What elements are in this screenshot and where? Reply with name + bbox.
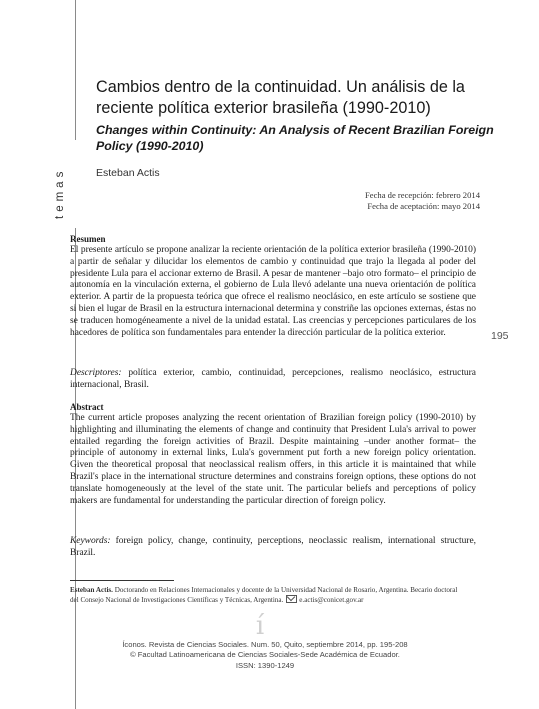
descriptores <box>70 368 476 392</box>
section-label: temas <box>54 167 66 219</box>
resumen-text: El presente artículo se propone analizar la reciente orientación de la política exterior brasileña (1990-2010) a partir de señalar y dilucidar los elementos de cambio y continuidad que trajo la llegada al poder del presidente Lula para el accionar externo de Brasil. A pesar de mantener –bajo otro formato– el principio de autonomía en la vinculación externa, el gobierno de Lula llevó adelante una nueva orientación de política exterior. A partir de la propuesta teórica que ofrece el realismo neoclásico, en este artículo se sostiene que si bien el lugar de Brasil en la estructura internacional determina y constriñe las opciones externas, éstas no se traducen homogéneamente a nivel de la unidad estatal. Las creencias y percepciones particulares de los hacedores de política son fundamentales para entender la dirección particular de la política exterior. <box>70 245 476 338</box>
keywords-label: Keywords: <box>70 536 111 546</box>
journal-info <box>120 640 410 671</box>
abstract-text: The current article proposes analyzing the recent orientation of Brazilian foreign policy (1990-2010) by highlighting and illuminating the elements of change and continuity that President Lula's arrival to power entailed regarding the foreign activities of Brazil. Despite maintaining –under another format– the principle of autonomy in external links, Lula's government put forth a new foreign policy orientation. Given the theoretical proposal that neoclassical realism offers, in this article it is maintained that while Brazil's place in the international structure determines and constrains foreign options, these options do not translate homogeneously at the level of the state unit. The particular beliefs and perceptions of policy makers are fundamental for understanding the particular direction of foreign policy. <box>70 413 476 506</box>
submission-dates <box>270 190 480 212</box>
footnote-rule <box>70 580 174 581</box>
resumen-heading: Resumen <box>70 234 106 244</box>
descriptores-text: política exterior, cambio, continuidad, percepciones, realismo neoclásico, estructura internacional, Brasil. <box>70 368 476 390</box>
abstract-heading: Abstract <box>70 402 104 412</box>
keywords <box>70 536 476 560</box>
author-name: Esteban Actis <box>96 167 160 179</box>
date-accepted: Fecha de aceptación: mayo 2014 <box>367 201 480 211</box>
keywords-text: foreign policy, change, continuity, perceptions, neoclassic realism, international structure, Brazil. <box>70 536 476 558</box>
descriptores-label: Descriptores: <box>70 368 122 378</box>
article-subtitle: Changes within Continuity: An Analysis of Recent Brazilian Foreign Policy (1990-2010) <box>96 123 494 153</box>
author-footnote <box>70 585 460 605</box>
journal-logo-mark: í <box>255 611 265 641</box>
page-number: 195 <box>491 330 509 342</box>
journal-issn: ISSN: 1390-1249 <box>235 660 295 670</box>
envelope-icon <box>286 595 297 603</box>
journal-citation: Íconos. Revista de Ciencias Sociales. Num. 50, Quito, septiembre 2014, pp. 195-208 <box>122 640 408 649</box>
margin-rule-top <box>75 0 76 140</box>
footnote-email[interactable]: e.actis@conicet.gov.ar <box>299 596 364 604</box>
journal-copyright: © Facultad Latinoamericana de Ciencias Sociales-Sede Académica de Ecuador. <box>130 650 400 660</box>
footnote-author: Esteban Actis. <box>70 586 113 594</box>
footnote-text: Doctorando en Relaciones Internacionales y docente de la Universidad Nacional de Rosario, Argentina. Becario doctoral del Consejo Nacional de Investigaciones Científicas y Técnicas, Argentina. <box>70 586 458 604</box>
date-received: Fecha de recepción: febrero 2014 <box>364 190 480 200</box>
article-title: Cambios dentro de la continuidad. Un análisis de la reciente política exterior brasileña (1990-2010) <box>96 78 465 117</box>
